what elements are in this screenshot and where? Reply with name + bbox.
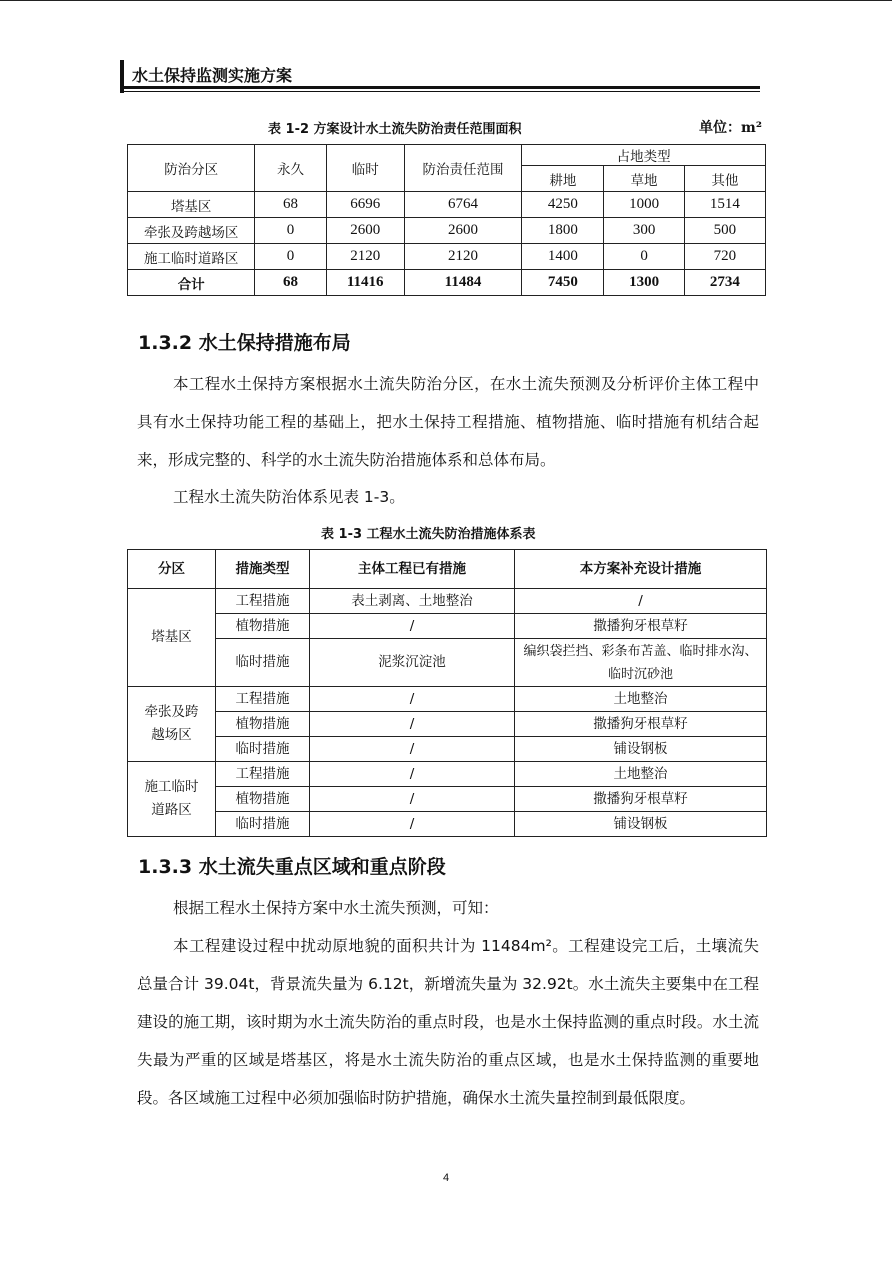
table-row [128, 218, 766, 244]
table-row [128, 787, 767, 812]
type-cell: 植物措施 [216, 712, 310, 737]
cell-temporary: 2600 [326, 218, 404, 244]
type-cell: 临时措施 [216, 812, 310, 837]
cell-other: 2734 [684, 270, 765, 296]
cell-farm: 4250 [522, 192, 604, 218]
section-1-3-2-reference: 工程水土流失防治体系见表 1-3。 [173, 488, 405, 506]
cell-other: 720 [684, 244, 765, 270]
supplement-cell: 撒播狗牙根草籽 [515, 787, 767, 812]
table-row [128, 192, 766, 218]
table-row [128, 812, 767, 837]
cell-permanent: 68 [255, 270, 326, 296]
table-row [128, 687, 767, 712]
cell-scope: 11484 [404, 270, 521, 296]
type-cell: 植物措施 [216, 614, 310, 639]
page-top-rule [0, 0, 892, 1]
table-1-3 [127, 549, 767, 837]
cell-farm: 1800 [522, 218, 604, 244]
col-header-scope: 防治责任范围 [404, 145, 521, 192]
cell-other: 1514 [684, 192, 765, 218]
supplement-cell: 铺设钢板 [515, 812, 767, 837]
type-cell: 工程措施 [216, 589, 310, 614]
existing-cell: / [310, 787, 515, 812]
table-row [128, 639, 767, 687]
cell-zone: 塔基区 [128, 192, 255, 218]
table-row [128, 737, 767, 762]
zone-cell: 牵张及跨越场区 [128, 687, 216, 762]
cell-grass: 1300 [604, 270, 684, 296]
col-header-type: 措施类型 [216, 550, 310, 589]
col-header-other: 其他 [684, 166, 765, 192]
header-title: 水土保持监测实施方案 [132, 66, 293, 85]
cell-scope: 6764 [404, 192, 521, 218]
col-header-grass: 草地 [604, 166, 684, 192]
header-thick-rule [120, 86, 760, 89]
page-number: 4 [442, 1172, 450, 1184]
cell-other: 500 [684, 218, 765, 244]
col-header-farm: 耕地 [522, 166, 604, 192]
supplement-cell: 编织袋拦挡、彩条布苫盖、临时排水沟、临时沉砂池 [515, 639, 767, 687]
table-1-2 [127, 144, 766, 296]
cell-temporary: 11416 [326, 270, 404, 296]
existing-cell: / [310, 737, 515, 762]
cell-permanent: 0 [255, 244, 326, 270]
col-header-zone: 防治分区 [128, 145, 255, 192]
zone-cell: 塔基区 [128, 589, 216, 687]
cell-scope: 2120 [404, 244, 521, 270]
supplement-cell: 土地整治 [515, 762, 767, 787]
cell-zone: 施工临时道路区 [128, 244, 255, 270]
cell-temporary: 2120 [326, 244, 404, 270]
col-header-temporary: 临时 [326, 145, 404, 192]
cell-farm: 1400 [522, 244, 604, 270]
table-total-row [128, 270, 766, 296]
supplement-cell: 土地整治 [515, 687, 767, 712]
zone-cell: 施工临时道路区 [128, 762, 216, 837]
header-thin-rule [120, 91, 760, 92]
supplement-cell: 撒播狗牙根草籽 [515, 614, 767, 639]
running-header [120, 60, 760, 93]
type-cell: 工程措施 [216, 762, 310, 787]
col-header-permanent: 永久 [255, 145, 326, 192]
section-1-3-2-paragraph: 本工程水土保持方案根据水土流失防治分区，在水土流失预测及分析评价主体工程中具有水土保持功能工程的基础上，把水土保持工程措施、植物措施、临时措施有机结合起来，形成完整的、科学的水土流失防治措施体系和总体布局。 [137, 375, 759, 469]
existing-cell: / [310, 712, 515, 737]
cell-farm: 7450 [522, 270, 604, 296]
type-cell: 工程措施 [216, 687, 310, 712]
cell-grass: 0 [604, 244, 684, 270]
existing-cell: / [310, 762, 515, 787]
cell-zone: 合计 [128, 270, 255, 296]
type-cell: 临时措施 [216, 639, 310, 687]
supplement-cell: 铺设钢板 [515, 737, 767, 762]
table-row [128, 614, 767, 639]
table-1-2-unit: 单位：m² [699, 120, 762, 136]
existing-cell: 泥浆沉淀池 [310, 639, 515, 687]
cell-permanent: 68 [255, 192, 326, 218]
cell-grass: 1000 [604, 192, 684, 218]
section-1-3-3-paragraph: 本工程建设过程中扰动原地貌的面积共计为 11484m²。工程建设完工后，土壤流失总量合计 39.04t，背景流失量为 6.12t，新增流失量为 32.92t。水土流失主要集中在工程建设的施工期，该时期为水土流失防治的重点时段，也是水土保持监测的重点时段。水土流失最为严重的区域是塔基区，将是水土流失防治的重点区域，也是水土保持监测的重要地段。各区域施工过程中必须加强临时防护措施，确保水土流失量控制到最低限度。 [137, 937, 759, 1107]
table-1-3-caption: 表 1-3 工程水土流失防治措施体系表 [321, 527, 536, 542]
type-cell: 植物措施 [216, 787, 310, 812]
cell-temporary: 6696 [326, 192, 404, 218]
table-row [128, 762, 767, 787]
cell-grass: 300 [604, 218, 684, 244]
existing-cell: / [310, 687, 515, 712]
col-header-landtype: 占地类型 [522, 145, 766, 166]
table-1-2-caption: 表 1-2 方案设计水土流失防治责任范围面积 [268, 122, 522, 137]
section-1-3-3-intro: 根据工程水土保持方案中水土流失预测，可知： [173, 899, 499, 917]
type-cell: 临时措施 [216, 737, 310, 762]
section-1-3-3-heading: 1.3.3 水土流失重点区域和重点阶段 [138, 856, 446, 878]
section-1-3-2-heading: 1.3.2 水土保持措施布局 [138, 332, 351, 354]
existing-cell: 表土剥离、土地整治 [310, 589, 515, 614]
col-header-existing: 主体工程已有措施 [310, 550, 515, 589]
col-header-zone: 分区 [128, 550, 216, 589]
supplement-cell: 撒播狗牙根草籽 [515, 712, 767, 737]
table-row [128, 244, 766, 270]
cell-zone: 牵张及跨越场区 [128, 218, 255, 244]
cell-permanent: 0 [255, 218, 326, 244]
cell-scope: 2600 [404, 218, 521, 244]
table-row [128, 589, 767, 614]
table-row [128, 712, 767, 737]
col-header-supplement: 本方案补充设计措施 [515, 550, 767, 589]
existing-cell: / [310, 812, 515, 837]
existing-cell: / [310, 614, 515, 639]
supplement-cell: / [515, 589, 767, 614]
